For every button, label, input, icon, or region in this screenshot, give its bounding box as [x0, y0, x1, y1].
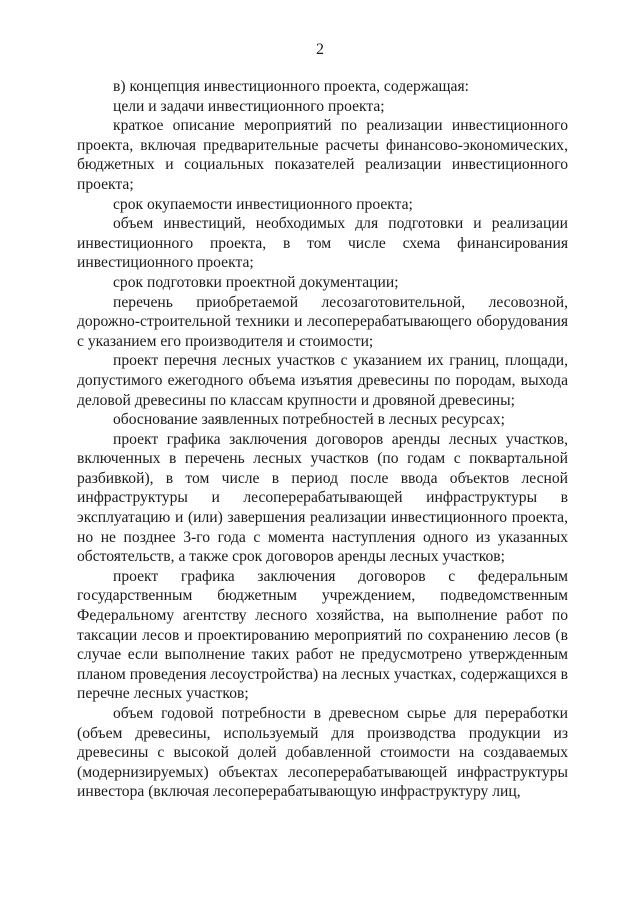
paragraph-payback-period: срок окупаемости инвестиционного проекта;	[113, 195, 413, 213]
paragraph-lease-schedule: проект графика заключения договоров аренды лесных участков, включенных в перечень лесных участков (по годам с поквартальной разбивкой), в том числе в период после ввода объектов лесной инфраструктуры и лесоперерабатывающей инфраструктуры в эксплуатацию и (или) завершения реализации инвестиционного проекта, но не позднее 3-го года с момента наступления одного из указанных обстоятельств, а также срок договоров аренды лесных участков;	[77, 430, 568, 566]
paragraph-forest-plots-list: проект перечня лесных участков с указанием их границ, площади, допустимого ежегодного объема изъятия древесины по породам, выхода деловой древесины по классам крупности и дровяной древесины;	[77, 352, 568, 409]
paragraph-concept-heading: в) концепция инвестиционного проекта, содержащая:	[113, 78, 469, 95]
paragraph-goals: цели и задачи инвестиционного проекта;	[113, 97, 385, 115]
paragraph-investment-volume: объем инвестиций, необходимых для подготовки и реализации инвестиционного проекта, в том числе схема финансирования инвестиционного проекта;	[77, 215, 568, 272]
paragraph-resource-needs: обоснование заявленных потребностей в лесных ресурсах;	[113, 411, 505, 429]
paragraph-short-description: краткое описание мероприятий по реализации инвестиционного проекта, включая предварительные расчеты финансово-экономических, бюджетных и социальных показателей реализации инвестиционного проекта;	[77, 117, 568, 193]
paragraph-annual-demand: объем годовой потребности в древесном сырье для переработки (объем древесины, используемый для производства продукции из древесины с высокой долей добавленной стоимости на создаваемых (модернизируемых) объектах лесоперерабатывающей инфраструктуры инвестора (включая лесоперерабатывающую инфраструктуру лиц,	[77, 705, 568, 801]
paragraph-equipment-list: перечень приобретаемой лесозаготовительной, лесовозной, дорожно-строительной техники и лесоперерабатывающего оборудования с указанием его производителя и стоимости;	[77, 293, 568, 350]
document-body	[77, 77, 568, 802]
paragraph-taxation-schedule: проект графика заключения договоров с федеральным государственным бюджетным учреждением, подведомственным Федеральному агентству лесного хозяйства, на выполнение работ по таксации лесов и проектированию мероприятий по сохранению лесов (в случае если выполнение таких работ не предусмотрено утвержденным планом проведения лесоустройства) на лесных участках, содержащихся в перечне лесных участков;	[77, 567, 568, 703]
page-number: 2	[316, 41, 324, 58]
paragraph-design-docs-term: срок подготовки проектной документации;	[113, 273, 399, 291]
